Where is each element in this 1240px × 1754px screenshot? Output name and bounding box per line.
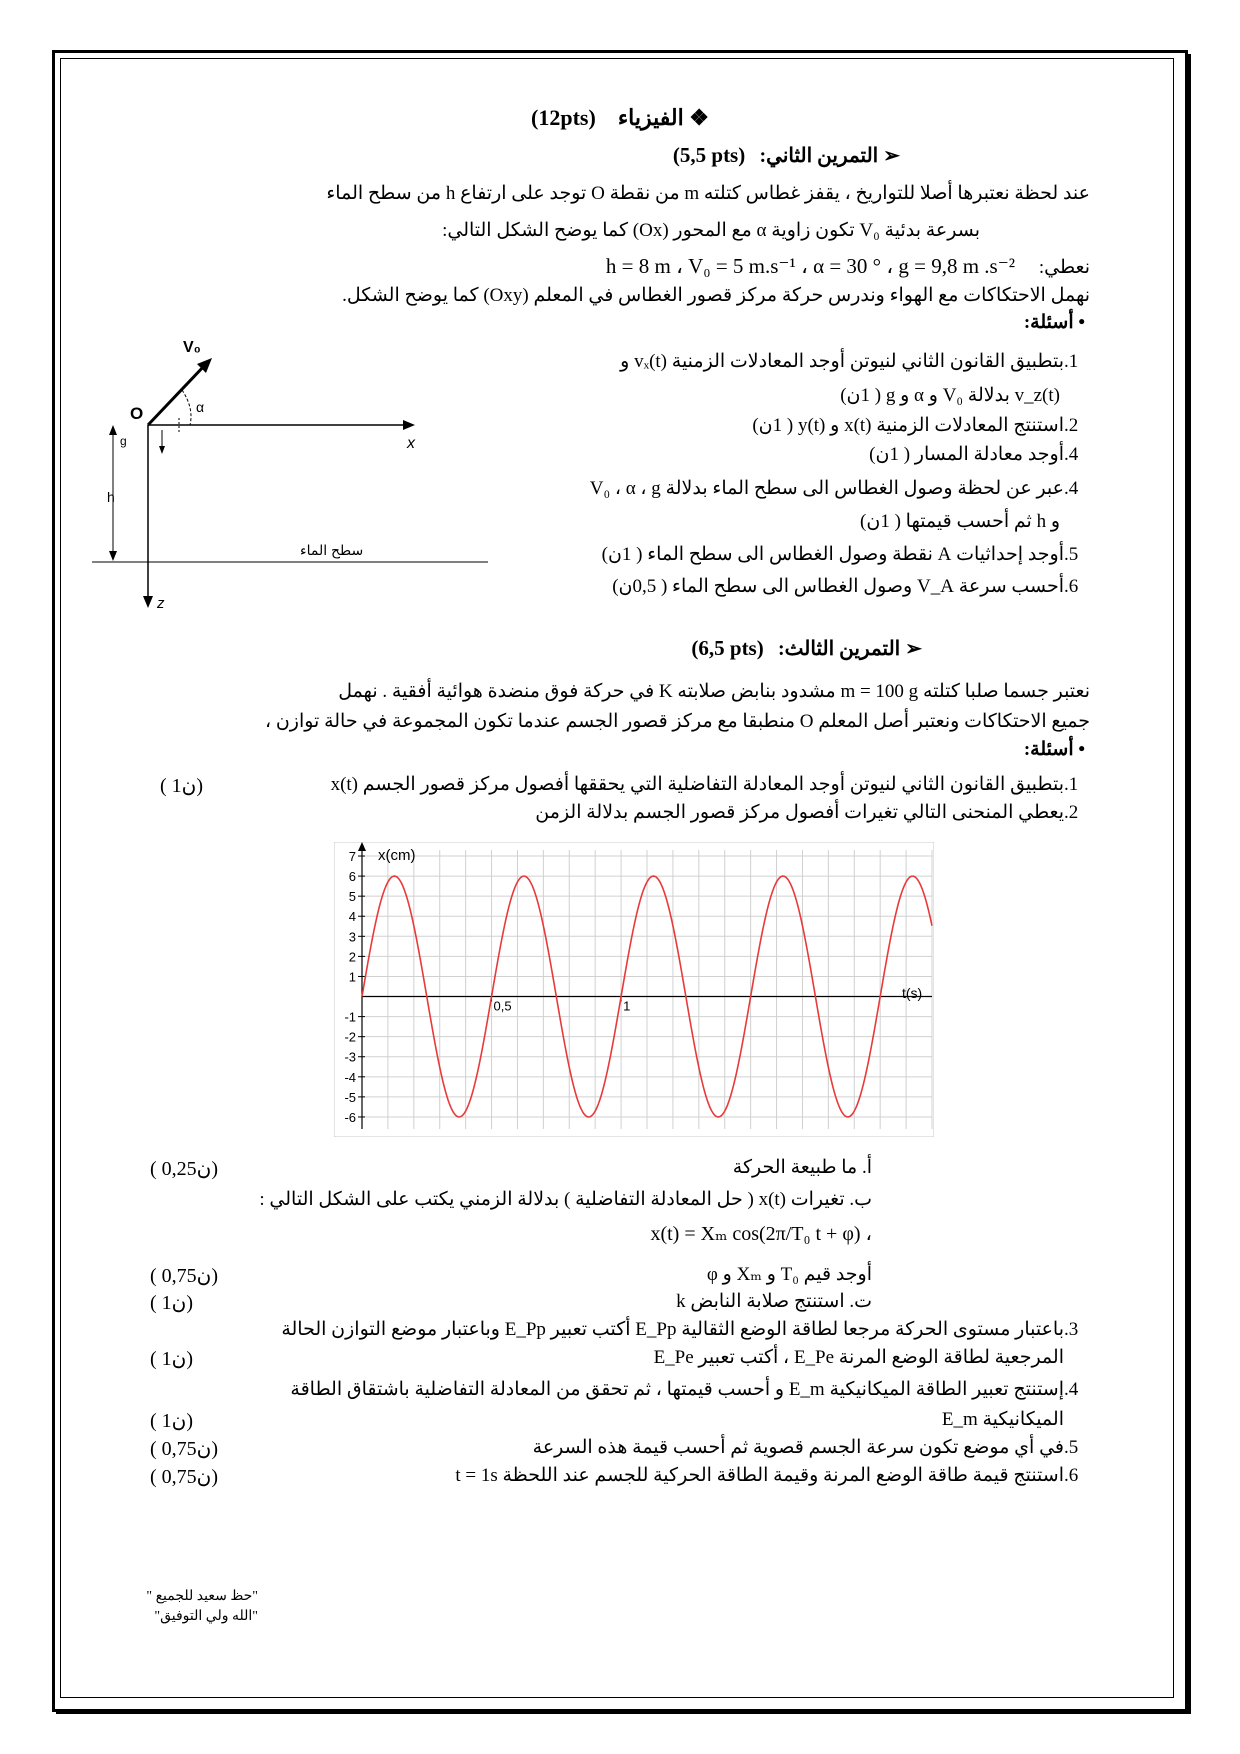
ex3-find-values-points: ( 0,75ن): [150, 1265, 219, 1287]
x-tick-label: 0,5: [493, 998, 512, 1014]
footer-line2: "الله ولي التوفيق": [154, 1609, 258, 1624]
g-label: g: [120, 434, 127, 448]
ex2-q4-text: عبر عن لحظة وصول الغطاس الى سطح الماء بدلالة V₀ ، α ، g: [589, 478, 1064, 499]
x-tick-label: 1: [623, 998, 631, 1014]
y-tick-label: 4: [348, 909, 356, 925]
ex2-intro-line1: عند لحظة نعتبرها أصلا للتواريخ ، يقفز غطاس كتلته m من نقطة O توجد على ارتفاع h من سطح الماء: [326, 183, 1090, 204]
ex2-q3-num: 4.: [1064, 444, 1079, 465]
ex3-q3-line1: باعتبار مستوى الحركة مرجعا لطاقة الوضع الثقالية E_Pp أكتب تعبير E_Pp وباعتبار موضع التوازن الحالة: [281, 1319, 1064, 1340]
ex3-sub-c: ت. استنتج صلابة النابض k: [676, 1291, 872, 1312]
ex2-title: ➢ التمرين الثاني:: [759, 145, 900, 167]
position-time-chart: [334, 842, 934, 1137]
ex3-q3: [281, 1318, 1092, 1342]
ex3-q4-points: ( 1ن): [150, 1410, 194, 1432]
ex2-q4-cont: و h ثم أحسب قيمتها ( 1ن): [860, 511, 1060, 532]
ex3-q3-points: ( 1ن): [150, 1348, 194, 1370]
y-tick-label: 1: [348, 969, 356, 985]
ex3-q5-text: في أي موضع تكون سرعة الجسم قصوية ثم أحسب قيمة هذه السرعة: [532, 1437, 1064, 1458]
x-axis-arrow: [403, 420, 415, 430]
y-tick-label: -6: [344, 1109, 356, 1125]
ex2-q3-text: أوجد معادلة المسار ( 1ن): [869, 444, 1064, 465]
ex3-q6-points: ( 0,75ن): [150, 1466, 219, 1488]
ex3-q6-num: 6.: [1064, 1465, 1079, 1486]
ex3-intro-line2: جميع الاحتكاكات ونعتبر أصل المعلم O منطبقا مع مركز قصور الجسم عندما تكون المجموعة في حالة توازن ،: [264, 711, 1090, 732]
ex2-intro-line2: بسرعة بدئية V₀ تكون زاوية α مع المحور (Ox) كما يوضح الشكل التالي:: [442, 220, 980, 241]
ex3-q6-text: استنتج قيمة طاقة الوضع المرنة وقيمة الطاقة الحركية للجسم عند اللحظة t = 1s: [455, 1465, 1064, 1486]
ex3-q5: [533, 1436, 1092, 1460]
ex2-q5: [602, 543, 1092, 567]
y-axis-label: x(cm): [378, 847, 416, 864]
ex2-points: (5,5 pts): [672, 143, 746, 167]
ex3-q4: [290, 1378, 1092, 1402]
ex3-points: (6,5 pts): [691, 636, 764, 660]
x-label: x: [407, 435, 415, 452]
ex2-q4-num: 4.: [1064, 478, 1079, 499]
y-tick-label: -5: [344, 1089, 356, 1105]
ex3-q2-num: 2.: [1064, 802, 1079, 823]
v0-label: V₀: [183, 339, 201, 356]
ex3-q3-line2: المرجعية لطاقة الوضع المرنة E_Pe ، أكتب تعبير E_Pe: [653, 1347, 1064, 1368]
g-arrowhead: [159, 446, 165, 454]
ex3-q4-line2: الميكانيكية E_m: [941, 1409, 1064, 1430]
ex3-q1-points: ( 1ن): [160, 775, 204, 797]
h-label: h: [107, 489, 115, 505]
frame-shadow-right: [1186, 54, 1191, 1710]
ex3-questions-label: • أسئلة:: [1023, 739, 1085, 760]
diver-figure: [90, 330, 490, 620]
y-tick-label: 6: [348, 869, 356, 885]
ex2-given-values: h = 8 m ، V₀ = 5 m.s⁻¹ ، α = 30 ° ، g = 9,8 m .s⁻²: [605, 254, 1016, 278]
y-tick-label: -4: [344, 1069, 356, 1085]
ex3-heading: [691, 636, 922, 662]
v0-vector: [148, 365, 205, 425]
ex2-q1: [620, 350, 1092, 374]
x-axis-label: t(s): [902, 985, 923, 1001]
y-tick-label: -2: [344, 1029, 356, 1045]
ex2-q1-text: بتطبيق القانون الثاني لنيوتن أوجد المعادلات الزمنية vₓ(t) و: [620, 351, 1064, 372]
y-tick-label: 3: [348, 929, 356, 945]
y-tick-label: -1: [344, 1009, 356, 1025]
alpha-arc: [182, 390, 191, 425]
ex3-q3-num: 3.: [1064, 1319, 1079, 1340]
ex2-questions-label: • أسئلة:: [1023, 312, 1085, 333]
header-title: ❖ الفيزياء: [617, 105, 709, 130]
ex2-q3: [869, 443, 1092, 467]
frame-shadow-bottom: [56, 1709, 1191, 1714]
ex2-q1-cont: v_z(t) بدلالة V₀ و α و g ( 1ن): [840, 385, 1060, 406]
ex3-sub-c-points: ( 1ن): [150, 1292, 194, 1314]
y-tick-label: -3: [344, 1049, 356, 1065]
ex3-q2: [535, 801, 1092, 825]
ex2-q4: [590, 477, 1092, 501]
ex2-q6-num: 6.: [1064, 576, 1079, 597]
ex3-q2-text: يعطي المنحنى التالي تغيرات أفصول مركز قصور الجسم بدلالة الزمن: [535, 802, 1064, 823]
ex2-q6-text: أحسب سرعة V_A وصول الغطاس الى سطح الماء ( 0,5ن): [612, 576, 1064, 597]
alpha-label: α: [196, 399, 205, 415]
ex3-q6: [455, 1464, 1092, 1488]
header-points: (12pts): [531, 105, 596, 130]
y-tick-label: 7: [348, 849, 356, 865]
ex3-q4-num: 4.: [1064, 1379, 1079, 1400]
z-axis-arrow: [143, 596, 153, 608]
ex3-title: ➢ التمرين الثالث:: [777, 638, 922, 660]
chart-background: [334, 842, 934, 1137]
ex3-formula: x(t) = Xₘ cos(2π/T₀ t + φ) ،: [650, 1223, 872, 1245]
ex3-q1: [331, 773, 1092, 797]
z-label: z: [157, 595, 165, 612]
h-arrow-bottom: [109, 551, 117, 561]
ex2-q2-text: استنتج المعادلات الزمنية x(t) و y(t) ( 1ن): [752, 415, 1064, 436]
footer-line1: "حظ سعيد للجميع ": [146, 1589, 258, 1604]
ex2-q5-num: 5.: [1064, 544, 1079, 565]
ex2-neglect: نهمل الاحتكاكات مع الهواء وندرس حركة مركز قصور الغطاس في المعلم (Oxy) كما يوضح الشكل.: [342, 285, 1090, 306]
y-tick-label: 2: [348, 949, 356, 965]
ex3-sub-a: أ. ما طبيعة الحركة: [732, 1157, 872, 1178]
water-surface-label: سطح الماء: [300, 542, 364, 558]
section-header: [0, 106, 1240, 130]
ex3-q1-text: بتطبيق القانون الثاني لنيوتن أوجد المعادلة التفاضلية التي يحققها أفصول مركز قصور الجسم x(t): [330, 774, 1064, 795]
ex2-q2-num: 2.: [1064, 415, 1079, 436]
ex2-given-label: نعطي:: [1038, 257, 1090, 278]
ex3-find-values: أوجد قيم T₀ و Xₘ و φ: [706, 1264, 872, 1285]
ex3-sub-a-points: ( 0,25ن): [150, 1158, 219, 1180]
ex3-q5-points: ( 0,75ن): [150, 1438, 219, 1460]
ex2-q2: [752, 414, 1092, 438]
ex2-heading: [673, 143, 900, 169]
origin-label: O: [130, 404, 144, 423]
ex3-q1-num: 1.: [1064, 774, 1079, 795]
ex2-q5-text: أوجد إحداثيات A نقطة وصول الغطاس الى سطح الماء ( 1ن): [601, 544, 1064, 565]
ex3-q4-line1: إستنتج تعبير الطاقة الميكانيكية E_m و أحسب قيمتها ، ثم تحقق من المعادلة التفاضلية باشتقاق الطاقة: [290, 1379, 1064, 1400]
ex3-q5-num: 5.: [1064, 1437, 1079, 1458]
y-tick-label: 5: [348, 889, 356, 905]
ex2-given: [606, 254, 1090, 280]
ex3-sub-b: ب. تغيرات x(t) ( حل المعادلة التفاضلية ) بدلالة الزمني يكتب على الشكل التالي :: [259, 1189, 872, 1210]
ex2-q1-num: 1.: [1064, 351, 1079, 372]
ex2-q6: [612, 575, 1092, 599]
h-arrow-top: [109, 425, 117, 435]
ex3-intro-line1: نعتبر جسما صلبا كتلته m = 100 g مشدود بنابض صلابته K في حركة فوق منضدة هوائية أفقية . نهمل: [338, 681, 1090, 702]
